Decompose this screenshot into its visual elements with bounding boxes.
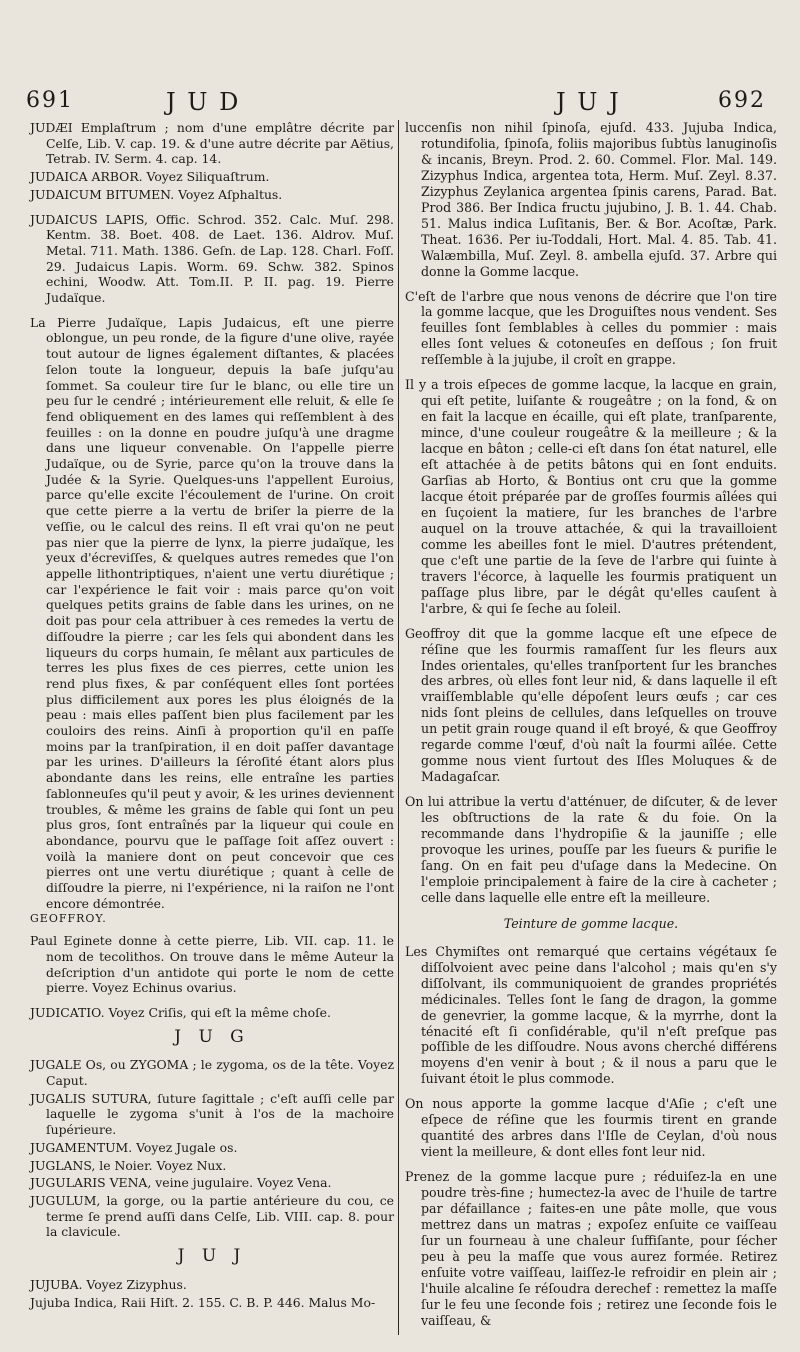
entry-judaicus-lapis: JUDAICUS LAPIS, Offic. Schrod. 352. Calc. Muſ. 298. Kentm. 38. Boet. 408. de Laet. 136. Aldrov. Muſ. Metal. 711. Math. 1386. Geſn. de Lap. 128. Charl. Foſſ. 29. Judaicus Lapis. Worm. 69. Schw. 382. Spinos echini, Woodw. Att. Tom.II. P. II. pag. 19. Pierre Judaïque. bbox=[30, 211, 394, 306]
entry-paul-eginete: Paul Eginete donne à cette pierre, Lib. VII. cap. 11. le nom de tecolithos. On trouve dans le même Auteur la deſcription d'un antidote qui porte le nom de cette pierre. Voyez Echinus ovarius. bbox=[30, 933, 394, 996]
paragraph-vertus: On lui attribue la vertu d'atténuer, de diſcuter, & de lever les obſtructions de la rate & du foie. On la recommande dans l'hydropiſie & la jauniſſe ; elle provoque les urines, pouſſe par les ſueurs & purifie le ſang. On en fait peu d'uſage dans la Medecine. On l'emploie principalement à faire de la cire à cacheter ; celle dans laquelle elle entre eſt la meilleure. bbox=[405, 794, 777, 905]
entry-judaicum-bitumen: JUDAICUM BITUMEN. Voyez Aſphaltus. bbox=[30, 186, 283, 202]
entry-pierre-judaique: La Pierre Judaïque, Lapis Judaicus, eſt une pierre oblongue, un peu ronde, de la figure d'une olive, rayée tout autour de lignes également diſtantes, & placées ſelon toute la longueur, depuis la baſe juſqu'au ſommet. Sa couleur tire ſur le blanc, ou elle tire un peu ſur le cendré ; intérieurement elle reluit, & elle ſe fend obliquement en des lames qui reſſemblent à des feuilles : on la donne en poudre juſqu'à une dragme dans une liqueur convenable. On l'appelle pierre Judaïque, ou de Syrie, parce qu'on la trouve dans la Judée & la Syrie. Quelques-uns l'appellent Euroius, parce qu'elle excite l'écoulement de l'urine. On croit que cette pierre a la vertu de briſer la pierre de la veſſie, ou le calcul des reins. Il eſt vrai qu'on ne peut pas nier que la pierre de lynx, la pierre judaïque, les yeux d'écreviſſes, & quelques autres remedes que l'on appelle lithontriptiques, n'aient une vertu diurétique ; car l'expérience le fait voir : mais parce qu'on voit quelques petits grains de ſable dans les urines, on ne doit pas pour cela attribuer à ces remedes la vertu de diſſoudre la pierre ; car les ſels qui abondent dans les liqueurs du corps humain, ſe mêlant aux particules de terres les plus fixes de ces pierres, cette union les rend plus fixes, & par conſéquent elles ſont portées plus difficilement aux pores les plus éloignés de la peau : mais elles paſſent bien plus facilement par les couloirs des reins. Ainſi à proportion qu'il en paſſe moins par la tranſpiration, il en doit paſſer davantage par les urines. D'ailleurs la ſéroſité étant alors plus abondante dans les reins, elle entraîne les parties ſablonneuſes qu'il peut y avoir, & les urines deviennent troubles, & même les grains de ſable qui ſont un peu plus gros, ſont entraînés par la liqueur qui coule en abondance, pourvu que le paſſage ſoit aſſez ouvert : voilà la maniere dont on peut concevoir que ces pierres ont une vertu diurétique ; quant à celle de diſſoudre la pierre, ni l'expérience, ni la raiſon ne l'ont encore démontrée. bbox=[30, 314, 394, 911]
paragraph-prenez: Prenez de la gomme lacque pure ; réduiſez-la en une poudre très-fine ; humectez-la avec de l'huile de tartre par défaillance ; faites-en une pâte molle, que vous mettrez dans un matras ; expoſez enſuite ce vaiſſeau ſur un fourneau à une chaleur ſuffiſante, pour ſécher peu à peu la maſſe que vous aurez formée. Retirez enſuite votre vaiſſeau, laiſſez-le refroidir en plein air ; l'huile alcaline ſe réſoudra derechef : remettez la maſſe ſur le feu une ſeconde fois ; retirez une ſeconde fois le vaiſſeau, & bbox=[405, 1169, 777, 1328]
synonyms-continued: luccenſis non nihil ſpinoſa, ejuſd. 433. Jujuba Indica, rotundifolia, ſpinoſa, foliis majoribus ſubtùs lanuginoſis & incanis, Breyn. Prod. 2. 60. Commel. Flor. Mal. 149. Zizyphus Indica, argentea tota, Herm. Muſ. Zeyl. 8.37. Zizyphus Zeylanica argentea ſpinis carens, Parad. Bat. Prod 386. Ber Indica fructu jujubino, J. B. 1. 44. Chab. 51. Malus indica Luſitanis, Ber. & Bor. Acoſtæ, Park. Theat. 1636. Per iu-Toddali, Hort. Mal. 4. 85. Tab. 41. Walæmbilla, Muſ. Zeyl. 8. ambella ejuſd. 37. Arbre qui donne la Gomme lacque. bbox=[405, 120, 777, 279]
paragraph-asie: On nous apporte la gomme lacque d'Aſie ; c'eſt une eſpece de réſine que les fourmis tirent en grande quantité des arbres dans l'Iſle de Ceylan, d'où nous vient la meilleure, & dont elles font leur nid. bbox=[405, 1096, 777, 1160]
paragraph-chymistes: Les Chymiſtes ont remarqué que certains végétaux ſe diſſolvoient avec peine dans l'alcohol ; mais qu'en s'y diſſolvant, ils communiquoient de grandes propriétés médicinales. Telles ſont le ſang de dragon, la gomme de genevrier, la gomme lacque, & la myrrhe, dont la ténacité eſt ſi conſidérable, qu'il n'eſt preſque pas poſſible de les diſſoudre. Nous avons cherché différens moyens d'en venir à bout ; & il nous a paru que le ſuivant étoit le plus commode. bbox=[405, 943, 777, 1087]
left-running-title: J U D bbox=[166, 88, 241, 116]
subheading-teinture: Teinture de gomme lacque. bbox=[503, 915, 679, 931]
right-running-title: J U J bbox=[556, 88, 621, 116]
entry-jujuba-indica: Jujuba Indica, Raii Hiſt. 2. 155. C. B. P. 446. Malus Mo- bbox=[30, 1294, 376, 1310]
entry-judaica-arbor: JUDAICA ARBOR. Voyez Siliquaſtrum. bbox=[30, 169, 270, 185]
entry-jujuba: JUJUBA. Voyez Zizyphus. bbox=[30, 1276, 187, 1292]
entry-jugularis-vena: JUGULARIS VENA, veine jugulaire. Voyez Vena. bbox=[30, 1175, 332, 1191]
paragraph-gomme-lacque: C'eſt de l'arbre que nous venons de décrire que l'on tire la gomme lacque, que les Droguiſtes nous vendent. Ses feuilles ſont ſemblables à celles du pommier : mais elles ſont velues & cotoneuſes en deſſous ; ſon fruit reſſemble à la jujube, il croît en grappe. bbox=[405, 288, 777, 368]
entry-jugale: JUGALE Os, ou ZYGOMA ; le zygoma, os de la tête. Voyez Caput. bbox=[30, 1057, 394, 1089]
left-page-number: 691 bbox=[26, 88, 74, 113]
entry-jugalis-sutura: JUGALIS SUTURA, ſuture ſagittale ; c'eſt auſſi celle par laquelle le zygoma s'unit à l'os de la machoire ſupérieure. bbox=[30, 1090, 394, 1138]
right-column bbox=[405, 120, 777, 1338]
signature-geoffroy: GEOFFROY. bbox=[30, 912, 107, 926]
entry-jugulum: JUGULUM, la gorge, ou la partie antérieure du cou, ce terme ſe prend auſſi dans Celſe, Lib. VIII. cap. 8. pour la clavicule. bbox=[30, 1193, 394, 1240]
running-header bbox=[26, 88, 766, 116]
section-heading-jug: J U G bbox=[174, 1026, 250, 1047]
section-heading-juj: J U J bbox=[177, 1246, 247, 1267]
entry-juglans: JUGLANS, le Noier. Voyez Nux. bbox=[30, 1157, 227, 1173]
entry-judicatio: JUDICATIO. Voyez Criſis, qui eſt la même choſe. bbox=[30, 1004, 331, 1020]
left-column bbox=[30, 120, 394, 1319]
entry-jugamentum: JUGAMENTUM. Voyez Jugale os. bbox=[30, 1139, 238, 1155]
paragraph-geoffroy: Geoffroy dit que la gomme lacque eſt une eſpece de réſine que les fourmis ramaſſent ſur les fleurs aux Indes orientales, qu'elles tranſportent ſur les branches des arbres, où elles font leur nid, & dans laquelle il eſt vraiſſemblable qu'elle dépoſent leurs œufs ; car ces nids ſont pleins de cellules, dans leſquelles on trouve un petit grain rouge quand il eſt broyé, & que Geoffroy regarde comme l'œuf, d'où naît la fourmi aîlée. Cette gomme nous vient ſurtout des Iſles Moluques & de Madagaſcar. bbox=[405, 625, 777, 785]
paragraph-trois-especes: Il y a trois eſpeces de gomme lacque, la lacque en grain, qui eſt petite, luiſante & rougeâtre ; on la fond, & on en fait la lacque en écaille, qui eſt plate, tranſparente, mince, d'une couleur rougeâtre & la meilleure ; & la lacque en bâton ; celle-ci eſt dans ſon état naturel, elle eſt attachée à de petits bâtons qui en ſont enduits. Garſias ab Horto, & Bontius ont cru que la gomme lacque étoit préparée par de groſſes fourmis aîlées qui en ſuçoient la matiere, ſur les branches de l'arbre auquel on la trouve attachée, & qui la travailloient comme les abeilles font le miel. D'autres prétendent, que c'eſt une partie de la ſeve de l'arbre qui ſuinte à travers l'écorce, à laquelle les fourmis pratiquent un paſſage plus libre, par le dégât qu'elles cauſent à l'arbre, & qui ſe ſeche au ſoleil. bbox=[405, 377, 777, 616]
column-divider bbox=[398, 120, 399, 1335]
right-page-number: 692 bbox=[718, 88, 766, 113]
entry-judaei: JUDÆI Emplaſtrum ; nom d'une emplâtre décrite par Celſe, Lib. V. cap. 19. & d'une autre décrite par Aëtius, Tetrab. IV. Serm. 4. cap. 14. bbox=[30, 120, 394, 167]
